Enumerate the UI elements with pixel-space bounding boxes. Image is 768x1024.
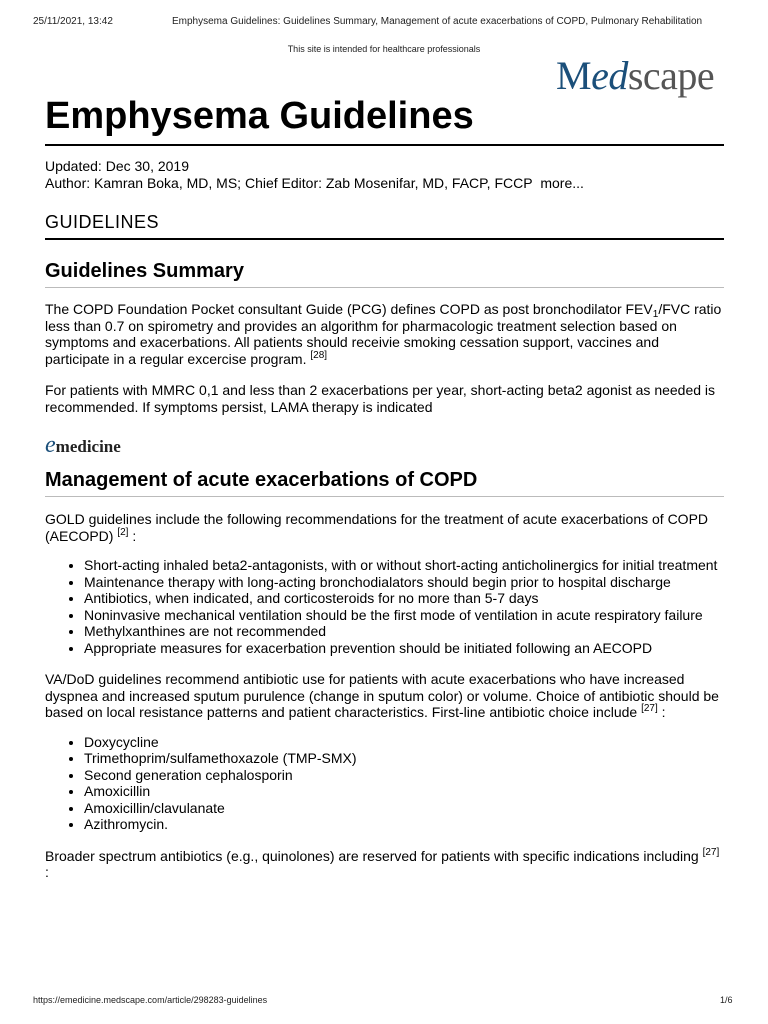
list-item: • Azithromycin.	[84, 816, 725, 833]
emedicine-logo[interactable]: emedicine	[45, 432, 121, 458]
page-url: https://emedicine.medscape.com/article/298283-guidelines	[33, 995, 268, 1005]
reference-link[interactable]: [2]	[117, 526, 129, 538]
list-item: • Maintenance therapy with long-acting bronchodialators should begin prior to hospital discharge	[84, 574, 725, 591]
reference-link[interactable]: [28]	[310, 349, 328, 361]
list-item: • Appropriate measures for exacerbation prevention should be initiated following an AECOPD	[84, 640, 725, 657]
reference-link[interactable]: [27]	[641, 703, 658, 714]
summary-section	[45, 259, 725, 283]
section-label: GUIDELINES	[45, 212, 160, 232]
page-title: Emphysema Guidelines	[45, 95, 474, 137]
summary-paragraph-2: For patients with MMRC 0,1 and less than 2 exacerbations per year, short-acting beta2 agonist as needed is recommended. If symptoms persist, LAMA therapy is indicated	[45, 382, 716, 415]
summary-divider	[45, 287, 724, 288]
list-item: • Antibiotics, when indicated, and corticosteroids for no more than 5-7 days	[84, 590, 725, 607]
title-divider	[45, 144, 724, 146]
gold-intro: GOLD guidelines include the following recommendations for the treatment of acute exacerbations of COPD (AECOPD) [2] :	[45, 511, 709, 544]
section-divider	[45, 238, 724, 240]
article-meta	[45, 158, 584, 192]
print-header	[0, 16, 768, 30]
author-line	[45, 175, 584, 192]
management-divider	[45, 496, 724, 497]
summary-paragraph-1: The COPD Foundation Pocket consultant Guide (PCG) defines COPD as post bronchodilator $FEV_1$/FVC ratio less than 0.7 on spirometry and provides an algorithm for pharmacologic treatment selection based on symptoms and exacerbations. All patients should receivie smoking cessation support, vaccines and participate in a regular excercise program. [28]	[45, 301, 722, 367]
management-heading: Management of acute exacerbations of COPD	[45, 469, 478, 491]
list-item: • Amoxicillin/clavulanate	[84, 800, 725, 817]
updated-date: Updated: Dec 30, 2019	[45, 158, 189, 174]
management-section	[45, 468, 725, 492]
management-body	[45, 511, 725, 881]
medscape-logo[interactable]: Medscape	[556, 53, 715, 98]
list-item: • Trimethoprim/sulfamethoxazole (TMP-SMX)	[84, 750, 725, 767]
summary-heading: Guidelines Summary	[45, 260, 244, 282]
more-link[interactable]: more...	[540, 175, 584, 191]
list-item: • Short-acting inhaled beta2-antagonists, with or without short-acting anticholinergics for initial treatment	[84, 557, 725, 574]
antibiotic-list	[45, 734, 725, 833]
page-number: 1/6	[720, 995, 733, 1005]
author-text: Author: Kamran Boka, MD, MS; Chief Editor: Zab Mosenifar, MD, FACP, FCCP	[45, 175, 533, 191]
list-item: • Amoxicillin	[84, 783, 725, 800]
gold-recommendations-list	[45, 557, 725, 656]
list-item: • Methylxanthines are not recommended	[84, 623, 725, 640]
summary-body	[45, 301, 725, 415]
va-dod-paragraph: VA/DoD guidelines recommend antibiotic use for patients with acute exacerbations who have increased dyspnea and increased sputum purulence (change in sputum color) or volume. Choice of antibiotic should be based on local resistance patterns and patient characteristics. First-line antibiotic choice include [27] :	[45, 671, 719, 720]
list-item: • Doxycycline	[84, 734, 725, 751]
list-item: • Noninvasive mechanical ventilation should be the first mode of ventilation in acute respiratory failure	[84, 607, 725, 624]
print-datetime: 25/11/2021, 13:42	[33, 16, 113, 27]
healthcare-notice: This site is intended for healthcare professionals	[287, 44, 481, 54]
print-doc-title: Emphysema Guidelines: Guidelines Summary, Management of acute exacerbations of COPD, Pulmonary Rehabilitation	[172, 16, 703, 27]
reference-link[interactable]: [27]	[702, 846, 720, 858]
broad-spectrum-paragraph: Broader spectrum antibiotics (e.g., quinolones) are reserved for patients with specific indications including [27] :	[45, 846, 720, 880]
list-item: • Second generation cephalosporin	[84, 767, 725, 784]
